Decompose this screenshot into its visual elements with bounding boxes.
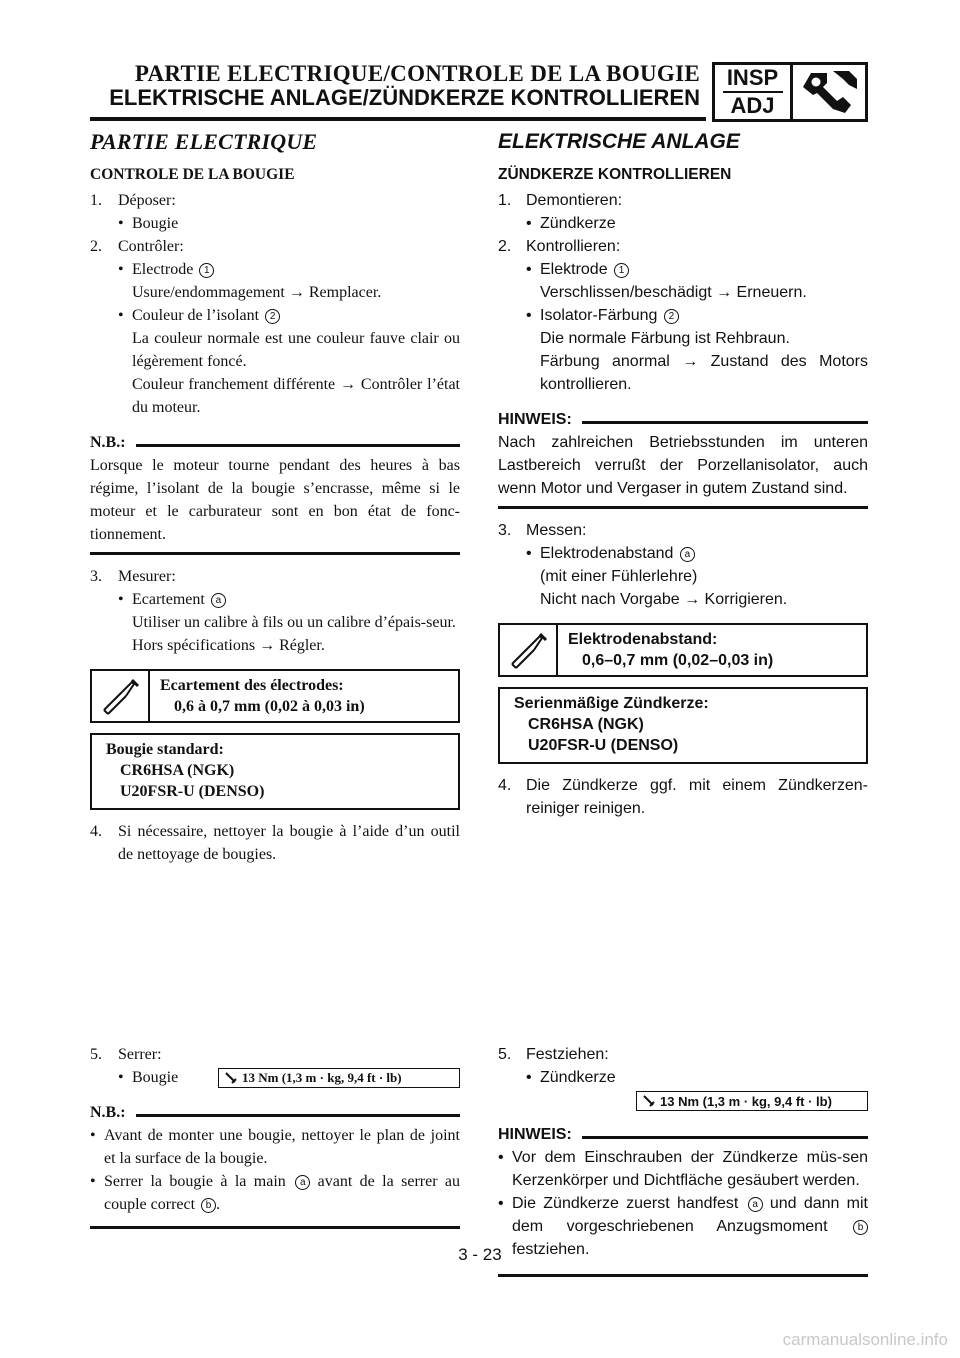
note-bullet-text: Avant de monter une bougie, nettoyer le plan de joint et la surface de la bougie. <box>104 1127 460 1167</box>
step-number: 5. <box>90 1046 102 1063</box>
step-number: 5. <box>498 1046 512 1063</box>
callout-marker: a <box>211 593 226 608</box>
list-item: • Couleur de l’isolant 2 <box>90 304 460 327</box>
list-item: • Elektrode 1 <box>498 258 868 281</box>
step-text: Messen: <box>526 522 587 539</box>
detail-text: Usure/endommagement → Remplacer. <box>132 284 382 301</box>
spec-box-fr <box>90 669 460 723</box>
bullet-text: Ecartement <box>132 591 205 608</box>
step-3-fr <box>90 565 460 588</box>
spec-value: U20FSR-U (DENSO) <box>528 737 679 754</box>
list-item: • Bougie <box>90 212 460 235</box>
note-text: Nach zahlreichen Betriebsstunden im unteren Lastbereich verrußt der Porzellanisolator, auch wenn Motor und Vergaser in gutem Zustand sind. <box>498 434 868 497</box>
step-number: 1. <box>90 192 102 209</box>
column-german <box>498 128 868 820</box>
spec-value: CR6HSA (NGK) <box>528 716 644 733</box>
list-item: • Avant de monter une bougie, nettoyer le plan de joint et la surface de la bougie. <box>90 1124 460 1170</box>
step-4-fr <box>90 820 460 866</box>
detail-text: Nicht nach Vorgabe → Korrigieren. <box>540 591 788 608</box>
note-label: N.B.: <box>90 434 126 451</box>
step-number: 2. <box>498 238 512 255</box>
note-text: Lorsque le moteur tourne pendant des heures à bas régime, l’isolant de la bougie s’encrasse, même si le moteur et le carburateur sont en bon état de fonc-tionnement. <box>90 457 460 543</box>
subsection-title-de: ZÜNDKERZE KONTROLLIEREN <box>498 166 732 183</box>
torque-spec-de <box>636 1091 868 1111</box>
step-5-fr <box>90 1043 460 1066</box>
section-badge <box>712 62 868 122</box>
list-item: • Vor dem Einschrauben der Zündkerze müs-sen Kerzenkörper und Dichtfläche gesäubert werden. <box>498 1146 868 1192</box>
step-number: 1. <box>498 192 512 209</box>
detail-text: (mit einer Fühlerlehre) <box>540 568 698 585</box>
step-text: Déposer: <box>118 192 176 209</box>
spec-value: 0,6 à 0,7 mm (0,02 à 0,03 in) <box>174 698 365 715</box>
list-item: • Isolator-Färbung 2 <box>498 304 868 327</box>
step-3-de <box>498 519 868 542</box>
spec-value: CR6HSA (NGK) <box>120 762 235 779</box>
callout-marker: b <box>853 1220 868 1235</box>
callout-marker: b <box>201 1198 216 1213</box>
spec-title: Serienmäßige Zündkerze: <box>514 695 709 712</box>
note-header-de-2 <box>498 1123 868 1146</box>
list-item: • Zündkerze <box>498 212 868 235</box>
callout-marker: 1 <box>614 263 629 278</box>
spark-plug-spec-fr <box>90 733 460 810</box>
note-bullet-text: Vor dem Einschrauben der Zündkerze müs-sen Kerzenkörper und Dichtfläche gesäubert werden. <box>512 1149 868 1189</box>
torque-value: 13 Nm (1,3 m · kg, 9,4 ft · lb) <box>660 1093 832 1109</box>
step-number: 4. <box>498 777 512 794</box>
page-number: 3 - 23 <box>458 1245 502 1264</box>
bullet-text: Bougie <box>132 1069 179 1086</box>
header-title-de: ELEKTRISCHE ANLAGE/ZÜNDKERZE KONTROLLIEREN <box>109 85 700 110</box>
bullet-text: Zündkerze <box>540 215 616 232</box>
step-text: Kontrollieren: <box>526 238 621 255</box>
step-number: 4. <box>90 823 102 840</box>
detail-text: Couleur franchement différente → Contrôler l’état du moteur. <box>132 376 460 416</box>
step-text: Contrôler: <box>118 238 184 255</box>
callout-marker: a <box>748 1197 763 1212</box>
bullet-text: Electrode <box>132 261 194 278</box>
bullet-text: Elektrode <box>540 261 608 278</box>
column-french-bottom <box>90 1043 460 1229</box>
note-label: HINWEIS: <box>498 1126 572 1143</box>
step-text: Mesurer: <box>118 568 176 585</box>
list-item: • Die Zündkerze zuerst handfest a und dann mit dem vorgeschriebenen Anzugsmoment b festziehen. <box>498 1195 868 1258</box>
note-divider <box>90 1226 460 1229</box>
list-item: • Electrode 1 <box>90 258 460 281</box>
note-header-fr-2 <box>90 1101 460 1124</box>
step-1-de <box>498 189 868 212</box>
list-item: • Ecartement a <box>90 588 460 611</box>
wrench-icon <box>793 65 865 119</box>
note-header-de <box>498 408 868 431</box>
step-number: 3. <box>498 522 512 539</box>
section-title-fr: PARTIE ELECTRIQUE <box>90 129 318 154</box>
step-text: Festziehen: <box>526 1046 609 1063</box>
spec-value: 0,6–0,7 mm (0,02–0,03 in) <box>582 652 774 669</box>
page-header-title <box>90 62 700 110</box>
spec-title: Bougie standard: <box>106 741 224 758</box>
step-text: Si nécessaire, nettoyer la bougie à l’aide d’un outil de nettoyage de bougies. <box>118 823 460 863</box>
header-title-fr: PARTIE ELECTRIQUE/CONTROLE DE LA BOUGIE <box>134 61 700 86</box>
list-item: • Elektrodenabstand a <box>498 542 868 565</box>
header-rule <box>90 117 706 121</box>
callout-marker: a <box>295 1175 310 1190</box>
note-bullet-text: und dann mit dem vorgeschriebenen Anzugsmoment <box>512 1195 868 1235</box>
spark-plug-spec-de <box>498 687 868 764</box>
note-header-fr <box>90 431 460 454</box>
list-item: • Bougie 13 Nm (1,3 m · kg, 9,4 ft · lb) <box>90 1066 460 1089</box>
column-french <box>90 128 460 866</box>
torque-value: 13 Nm (1,3 m · kg, 9,4 ft · lb) <box>242 1070 402 1085</box>
callout-marker: 2 <box>265 309 280 324</box>
bullet-text: Isolator-Färbung <box>540 307 658 324</box>
detail-text: Utiliser un calibre à fils ou un calibre d’épais-seur. <box>132 614 456 631</box>
note-bullet-text: avant de la serrer au couple correct <box>104 1173 461 1213</box>
bullet-text: Couleur de l’isolant <box>132 307 260 324</box>
note-divider <box>90 552 460 555</box>
step-text: Die Zündkerze ggf. mit einem Zündkerzen-reiniger reinigen. <box>526 777 868 817</box>
step-number: 3. <box>90 568 102 585</box>
detail-text: Färbung anormal → Zustand des Motors kontrollieren. <box>540 353 868 393</box>
detail-text: Die normale Färbung ist Rehbraun. <box>540 330 790 347</box>
bullet-text: Elektrodenabstand <box>540 545 674 562</box>
note-bullet-text: Serrer la bougie à la main <box>104 1173 286 1190</box>
badge-top-label: INSP <box>726 65 779 90</box>
gauge-tool-icon <box>500 625 558 675</box>
step-2-de <box>498 235 868 258</box>
note-divider <box>498 506 868 509</box>
spec-box-de <box>498 623 868 677</box>
column-german-bottom <box>498 1043 868 1261</box>
detail-text: Hors spécifications → Régler. <box>132 637 325 654</box>
note-label: N.B.: <box>90 1104 126 1121</box>
note-bullet-text: festziehen. <box>512 1241 590 1258</box>
step-text: Demontieren: <box>526 192 623 209</box>
callout-marker: 1 <box>199 263 214 278</box>
callout-marker: 2 <box>664 309 679 324</box>
badge-label <box>715 65 793 119</box>
list-item: • Zündkerze <box>498 1066 868 1089</box>
note-label: HINWEIS: <box>498 411 572 428</box>
step-text: Serrer: <box>118 1046 162 1063</box>
torque-spec-fr <box>218 1068 460 1088</box>
step-1-fr <box>90 189 460 212</box>
torque-wrench-icon <box>643 1095 655 1107</box>
badge-bottom-label: ADJ <box>730 93 775 118</box>
detail-text: La couleur normale est une couleur fauve clair ou légèrement foncé. <box>132 330 460 370</box>
note-bullet-text: Die Zündkerze zuerst handfest <box>512 1195 739 1212</box>
callout-marker: a <box>680 547 695 562</box>
watermark: carmanualsonline.info <box>782 1330 948 1349</box>
spec-title: Ecartement des électrodes: <box>160 677 344 694</box>
subsection-title-fr: CONTROLE DE LA BOUGIE <box>90 166 295 183</box>
spec-value: U20FSR-U (DENSO) <box>120 783 265 800</box>
section-title-de: ELEKTRISCHE ANLAGE <box>498 130 740 153</box>
note-bullet-text: . <box>216 1196 221 1213</box>
step-number: 2. <box>90 238 102 255</box>
detail-text: Verschlissen/beschädigt → Erneuern. <box>540 284 807 301</box>
step-2-fr <box>90 235 460 258</box>
spec-title: Elektrodenabstand: <box>568 631 718 648</box>
gauge-tool-icon <box>92 671 150 721</box>
step-5-de <box>498 1043 868 1066</box>
list-item: • Serrer la bougie à la main a avant de la serrer au couple correct b . <box>90 1173 461 1213</box>
bullet-text: Bougie <box>132 215 179 232</box>
step-4-de <box>498 774 868 820</box>
torque-wrench-icon <box>225 1072 237 1084</box>
footer-rule <box>498 1274 868 1277</box>
bullet-text: Zündkerze <box>540 1069 616 1086</box>
